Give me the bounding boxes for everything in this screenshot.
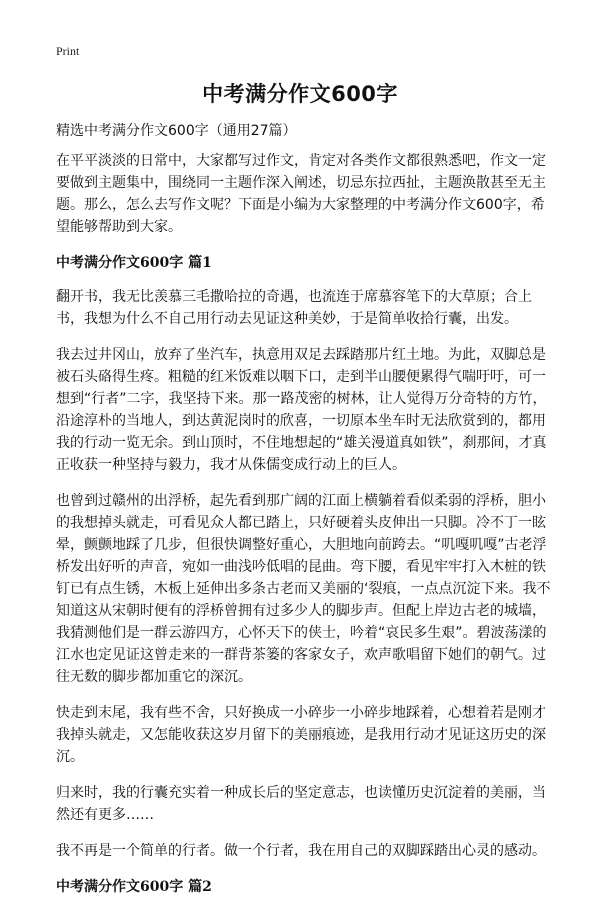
page-title: 中考满分作文600字 (202, 82, 398, 106)
paragraph: 我去过井冈山，放弃了坐汽车，执意用双足去踩踏那片红土地。为此，双脚总是被石头硌得生疼。粗糙的红米饭难以咽下口，走到半山腰便累得气喘吁吁，可一想到“行者”二字，我坚持下来。那一路茂密的树林，让人觉得万分奇特的方竹，沿途淳朴的当地人，到达黄泥岗时的欣喜，一切原本坐车时无法欣赏到的，都用我的行动一览无余。到山顶时，不住地想起的“雄关漫道真如铁”，刹那间，才真正收获一种坚持与毅力，我才从侏儒变成行动上的巨人。 (56, 347, 547, 473)
intro-paragraph: 在平平淡淡的日常中，大家都写过作文，肯定对各类作文都很熟悉吧，作文一定要做到主题集中，围绕同一主题作深入阐述，切忌东拉西扯，主题涣散甚至无主题。那么，怎么去写作文呢？下面是小编为大家整理的中考满分作文600字，希望能够帮助到大家。 (56, 153, 546, 235)
section-heading: 中考满分作文600字 篇2 (56, 879, 212, 895)
subtitle: 精选中考满分作文600字（通用27篇） (56, 123, 297, 139)
paragraph: 我不再是一个简单的行者。做一个行者，我在用自己的双脚踩踏出心灵的感动。 (56, 843, 546, 859)
paragraph: 归来时，我的行囊充实着一种成长后的坚定意志，也读懂历史沉淀着的美丽，当然还有更多…… (56, 785, 546, 823)
paragraph: 快走到末尾，我有些不舍，只好换成一小碎步一小碎步地踩着，心想着若是刚才我掉头就走，又怎能收获这岁月留下的美丽痕迹，是我用行动才见证这历史的深沉。 (56, 705, 546, 765)
paragraph: 也曾到过赣州的出浮桥，起先看到那广阔的江面上横躺着看似柔弱的浮桥，胆小的我想掉头就走，可看见众人都已踏上，只好硬着头皮伸出一只脚。冷不丁一眩晕，颤颤地踩了几步，但很快调整好重心，大胆地向前跨去。“叽嘎叽嘎”古老浮桥发出好听的声音，宛如一曲浅吟低唱的昆曲。弯下腰，看见牢牢打入木桩的铁钉已有点生锈，木板上延伸出多条古老而又美丽的‘裂痕，一点点沉淀下来。我不知道这从宋朝时便有的浮桥曾拥有过多少人的脚步声。但配上岸边古老的城墙，我猜测他们是一群云游四方，心怀天下的侠士，吟着“哀民多生艰”。碧波荡漾的江水也定见证这曾走来的一群背茶篓的客家女子，欢声歌唱留下她们的朝气。过往无数的脚步都加重它的深沉。 (56, 493, 551, 685)
paragraph: 翻开书，我无比羡慕三毛撒哈拉的奇遇，也流连于席慕容笔下的大草原；合上书，我想为什么不自己用行动去见证这种美妙，于是简单收拾行囊，出发。 (56, 289, 532, 327)
article-body (56, 150, 552, 910)
section-heading: 中考满分作文600字 篇1 (56, 255, 212, 271)
print-link[interactable]: Print (56, 44, 80, 58)
